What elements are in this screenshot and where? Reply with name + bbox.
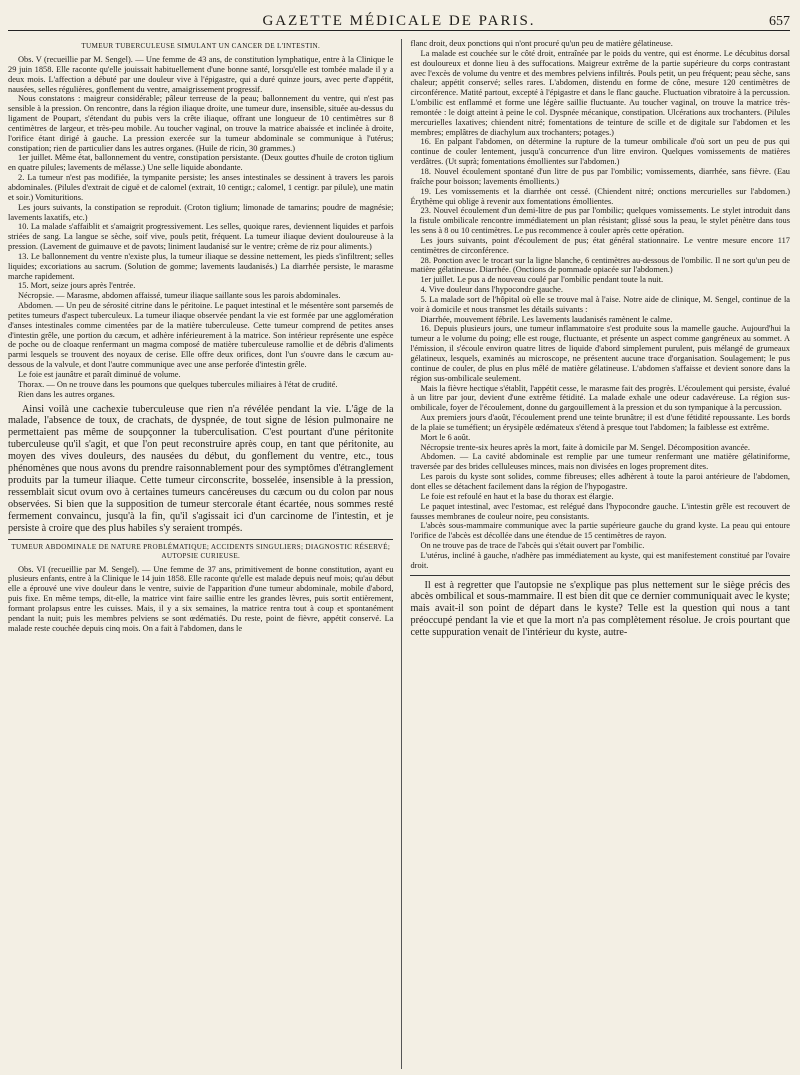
observation-vi bbox=[8, 565, 393, 634]
paragraph: 18. Nouvel écoulement spontané d'un litre de pus par l'ombilic; vomissements, diarrhée, sans fièvre. (Eau fraîche pour boisson; lavements émollients.) bbox=[410, 166, 790, 186]
section-divider bbox=[410, 575, 790, 576]
right-column bbox=[402, 39, 790, 1069]
columns bbox=[8, 39, 790, 1069]
paragraph: Abdomen. — Un peu de sérosité citrine dans le péritoine. Le paquet intestinal et le mésentère sont parsemés de petites tumeurs d'aspect tuberculeux. La tumeur iliaque observée pendant la vie est formée par une agglomération d'anses intestinales comme cimentées par de la matière tuberculeuse. Cette tumeur comprend de petites anses d'intestin grêle, une portion du cæcum, et adhère inférieurement à la matrice. Son intérieur représente une espèce de poche ou de cloaque renfermant un magma composé de matière tuberculeuse ramollie et de débris d'aliments parmi lesquels se trouvent des noyaux de cerise. Elle offre deux orifices, dont l'un s'ouvre dans le cæcum au-dessous de la valvule, et dont l'autre communique avec une anse perforée d'intestin grêle. bbox=[8, 301, 394, 370]
paragraph: Les jours suivants, la constipation se reproduit. (Croton tiglium; limonade de tamarins; poudre de magnésie; lavements laxatifs, etc.) bbox=[8, 202, 394, 222]
paragraph: Nous constatons : maigreur considérable; pâleur terreuse de la peau; ballonnement du ventre, qui n'est pas sensible à la pression. On rencontre, dans la région iliaque droite, une tumeur dure, insensible, située au-dessus du ligament de Poupart, s'étendant du pubis vers la crête iliaque, offrant une longueur de 10 centimètres sur 8 centimètres de largeur, et très-peu mobile. Au toucher vaginal, on trouve la matrice abaissée et inclinée à droite, l'orifice étant dirigé à gauche. La pression exercée sur la tumeur abdominale se communique à l'utérus; constipation; rien de particulier dans les autres organes. (Huile de ricin, 30 grammes.) bbox=[8, 94, 394, 153]
paragraph: Diarrhée, mouvement fébrile. Les lavements laudanisés ramènent le calme. bbox=[420, 314, 673, 324]
paragraph: L'abcès sous-mammaire communique avec la partie supérieure gauche du grand kyste. La peau qui entoure l'orifice de l'abcès est décollée dans une étendue de 15 centimètres de rayon. bbox=[410, 521, 790, 541]
paragraph: 10. La malade s'affaiblit et s'amaigrit progressivement. Les selles, quoique rares, deviennent liquides et parfois striées de sang. La langue se sèche, soif vive, pouls petit, fréquent. La tumeur iliaque devient douloureuse à la pression. (Lavement de guimauve et de pavots; liniment laudanisé sur le ventre; crème de riz pour aliments.) bbox=[8, 222, 394, 252]
paragraph: Obs. V (recueillie par M. Sengel). — Une femme de 43 ans, de constitution lymphatique, entre à la Clinique le 29 juin 1858. Elle raconte qu'elle jouissait habituellement d'une bonne santé, lorsqu'elle est tombée malade il y a deux mois. L'affection a débuté par une douleur vive à l'épigastre, qui a duré quinze jours, avec perte d'appétit, nausées, selles régulières, gonflement du ventre, amaigrissement progressif. bbox=[8, 55, 394, 94]
paragraph: Mort le 6 août. bbox=[420, 432, 471, 442]
paragraph: Rien dans les autres organes. bbox=[18, 389, 115, 399]
paragraph: 16. Depuis plusieurs jours, une tumeur inflammatoire s'est produite sous la mamelle gauche. Aujourd'hui la tumeur a le volume du poing; elle est rouge, fluctuante, et présente un aspect comme gangréneux au sommet. A l'émission, il s'écoule environ quatre litres de liquide d'abord simplement purulent, puis mélangé de grumeaux gélatineux, lesquels, examinés au microscope, ne présentent aucune trace d'organisation. Soulagement; le pus continue de couler, de plus en plus mêlé de matière gélatineuse. L'abdomen s'affaisse et devient sonore dans la région sus-ombilicale seulement. bbox=[410, 324, 790, 383]
paragraph: 2. La tumeur n'est pas modifiée, la tympanite persiste; les anses intestinales se dessinent à travers les parois abdominales. (Pilules d'extrait de ciguë et de calomel (extrait, 10 centigr.; calomel, 1 centigr. par pilule), une matin et soir.) Vomituritions. bbox=[8, 173, 394, 202]
paragraph: Le foie est jaunâtre et paraît diminué de volume. bbox=[18, 370, 181, 379]
paragraph: 1er juillet. Même état, ballonnement du ventre, constipation persistante. (Deux gouttes d'huile de croton tiglium en quatre pilules; lavements de mélasse.) Une selle liquide abondante. bbox=[8, 153, 394, 173]
paragraph: 19. Les vomissements et la diarrhée ont cessé. (Chiendent nitré; onctions mercurielles sur l'abdomen.) Érythème qui oblige à revenir aux fomentations émollientes. bbox=[410, 186, 790, 206]
paragraph: 1er juillet. Le pus a de nouveau coulé par l'ombilic pendant toute la nuit. bbox=[420, 275, 664, 285]
paragraph: Obs. VI (recueillie par M. Sengel). — Une femme de 37 ans, primitivement de bonne constitution, ayant eu plusieurs enfants, entre à la Clinique le 14 juin 1858. Elle raconte qu'elle est malade depuis neuf mois; qu'au début elle a éprouvé une vive douleur dans le ventre, suivie de l'apparition d'une tumeur abdominale, mobile d'abord, puis fixe. En même temps, dit-elle, la matrice vint faire saillie entre les grandes lèvres, puis sortit entièrement, formant prolapsus entre les cuisses. Mais, il y a six semaines, la matrice rentra tout à coup et spontanément pendant la nuit; puis les membres pelviens se sont œdématiés. Du reste, point de fièvre, appétit conservé. La malade reste couchée depuis cinq mois. On a fait à l'abdomen, dans le bbox=[8, 564, 394, 633]
paragraph: 28. Ponction avec le trocart sur la ligne blanche, 6 centimètres au-dessous de l'ombilic. Il ne sort qu'un peu de matière gélatineuse. Diarrhée. (Onctions de pommade opiacée sur l'abdomen.) bbox=[410, 255, 790, 275]
journal-title: GAZETTE MÉDICALE DE PARIS. bbox=[262, 13, 536, 29]
left-column bbox=[8, 39, 402, 1069]
paragraph: Thorax. — On ne trouve dans les poumons que quelques tubercules miliaires à l'état de crudité. bbox=[18, 379, 338, 389]
paragraph: 13. Le ballonnement du ventre n'existe plus, la tumeur iliaque se dessine nettement, les pieds s'infiltrent; selles liquides; excoriations au sacrum. (Solution de gomme; lavements laudanisés.) La diarrhée persiste, le marasme marche rapidement. bbox=[8, 251, 394, 281]
section-divider bbox=[8, 539, 393, 540]
paragraph: Nécropsie trente-six heures après la mort, faite à domicile par M. Sengel. Décomposition avancée. bbox=[420, 442, 750, 452]
paragraph: Abdomen. — La cavité abdominale est remplie par une tumeur renfermant une matière gélatiniforme, traversée par des brides celluleuses minces, mais non divisées en loges proprement dites. bbox=[410, 452, 790, 472]
section-title-tuberculous-tumor: TUMEUR TUBERCULEUSE SIMULANT UN CANCER DE L'INTESTIN. bbox=[81, 42, 321, 50]
paragraph: Les parois du kyste sont solides, comme fibreuses; elles adhèrent à toute la paroi antérieure de l'abdomen, dont elles se détachent facilement dans la région de l'hypogastre. bbox=[410, 472, 790, 491]
paragraph: L'utérus, incliné à gauche, n'adhère pas immédiatement au kyste, qui est manifestement constitué par l'ovaire droit. bbox=[410, 550, 790, 570]
page-number: 657 bbox=[768, 14, 790, 29]
paragraph: Le foie est refoulé en haut et la base du thorax est élargie. bbox=[420, 491, 614, 501]
paragraph: 4. Vive douleur dans l'hypocondre gauche. bbox=[420, 285, 563, 295]
paragraph: Mais la fièvre hectique s'établit, l'appétit cesse, le marasme fait des progrès. L'écoulement qui persiste, évalué à un litre par jour, devient d'une extrême fétidité. La malade exhale une odeur cadavéreuse. La région sus-ombilicale, foyer de l'écoulement, donne du gargouillement à la pression et du son tympanique à la percussion. bbox=[410, 383, 790, 413]
observation-vi-continued bbox=[410, 39, 790, 571]
paragraph: La malade est couchée sur le côté droit, entraînée par le poids du ventre, qui est énorme. Le décubitus dorsal est douloureux et donne lieu à des suffocations. Maigreur extrême de la partie supérieure du corps contrastant avec l'excès de volume du ventre et des membres pelviens infiltrés. Pouls petit, un peu fréquent; peau sèche, sans chaleur; appétit conservé; selles rares. L'abdomen, distendu en forme de cône, mesure 120 centimètres de circonférence. Matité partout, excepté à l'épigastre et dans le flanc gauche. Fluctuation vibratoire à la percussion. L'ombilic est enflammé et forme une légère saillie fluctuante. Au toucher vaginal, on trouve la matrice très-remontée : le doigt atteint à peine le col. Dyspnée mécanique, constipation. Ulcérations aux trochanters. (Pilules mercurielles laxatives; chiendent nitré; fomentations de teinture de scille et de digitale sur l'abdomen et les membres; emplâtres de diachylum aux trochanters; potages.) bbox=[410, 48, 790, 137]
paragraph: Nécropsie. — Marasme, abdomen affaissé, tumeur iliaque saillante sous les parois abdominales. bbox=[18, 291, 341, 301]
paragraph: 15. Mort, seize jours après l'entrée. bbox=[18, 281, 136, 291]
paragraph: flanc droit, deux ponctions qui n'ont procuré qu'un peu de matière gélatineuse. bbox=[410, 39, 673, 48]
commentary-observation-v: Ainsi voilà une cachexie tuberculeuse que rien n'a révélée pendant la vie. L'âge de la malade, l'absence de toux, de crachats, de dyspnée, de tout signe de lésion pulmonaire ne permettaient pas même de soupçonner la tuberculisation. C'est pourtant d'une péritonite tuberculeuse qu'il s'agit, et que l'on peut reconstruire après coup, en tant que péritonite, au moyen des vives douleurs, des nausées du début, du gonflement du ventre, etc., tous phénomènes que nous avons du prendre raisonnablement pour des symptômes d'étranglement produits par la tumeur iliaque. Cette tumeur circonscrite, bosselée, insensible à la pression, ressemblait sicut ovum ovo à certaines tumeurs cancéreuses du cæcum ou du colon par nous observées. Si bien que la supposition de tumeur stercorale étant écartée, nous sommes resté fermement convaincu, jusqu'à la fin, qu'il s'agissait ici d'un carcinome de l'intestin, et je persiste à croire que des plus habiles s'y seraient trompés. bbox=[8, 403, 394, 534]
commentary-observation-vi: Il est à regretter que l'autopsie ne s'explique pas plus nettement sur le siège précis des abcès ombilical et sous-mammaire. Il est bien dit que ce dernier communiquait avec le kyste; mais avait-il son point de départ dans le kyste? Telle est la question qui nous a tant préoccupé pendant la vie et que la mort n'a pas complètement résolue. Je crois pourtant que cette suppuration venait de l'intérieur du kyste, autre- bbox=[410, 579, 790, 639]
paragraph: 5. La malade sort de l'hôpital où elle se trouve mal à l'aise. Notre aide de clinique, M. Sengel, continue de la voir à domicile et nous transmet les détails suivants : bbox=[410, 294, 790, 314]
paragraph: 16. En palpant l'abdomen, on détermine la rupture de la tumeur ombilicale d'où sort un peu de pus qui continue de couler lentement, jusqu'à concurrence d'un litre environ. Quelques vomissements de matières verdâtres. (Ut suprà; fomentations émollientes sur l'abdomen.) bbox=[410, 137, 790, 167]
section-title-abdominal-tumor: TUMEUR ABDOMINALE DE NATURE PROBLÉMATIQUE; ACCIDENTS SINGULIERS; DIAGNOSTIC RÉSERVÉ; AUTOPSIE CURIEUSE. bbox=[11, 542, 391, 560]
paragraph: On ne trouve pas de trace de l'abcès qui s'était ouvert par l'ombilic. bbox=[420, 541, 645, 551]
observation-v bbox=[8, 55, 393, 400]
paragraph: Le paquet intestinal, avec l'estomac, est relégué dans l'hypocondre gauche. L'intestin grêle est recouvert de fausses membranes de couleur noire, peu consistants. bbox=[410, 501, 790, 521]
paragraph: 23. Nouvel écoulement d'un demi-litre de pus par l'ombilic; quelques vomissements. Le stylet introduit dans la fistule ombilicale rencontre immédiatement un plan résistant; glissé sous la peau, le stylet pénètre dans tous les sens à 8 ou 10 centimètres. Le pus recommence à couler après cette opération. bbox=[410, 206, 790, 236]
page-header bbox=[8, 8, 790, 31]
paragraph: Aux premiers jours d'août, l'écoulement prend une teinte brunâtre; il est d'une fétidité repoussante. Les bords de la plaie se tuméfient; un érysipèle œdémateux s'étend à presque tout l'abdomen; la faiblesse est extrême. bbox=[410, 413, 790, 432]
paragraph: Les jours suivants, point d'écoulement de pus; état général stationnaire. Le ventre mesure encore 117 centimètres de circonférence. bbox=[410, 235, 790, 255]
